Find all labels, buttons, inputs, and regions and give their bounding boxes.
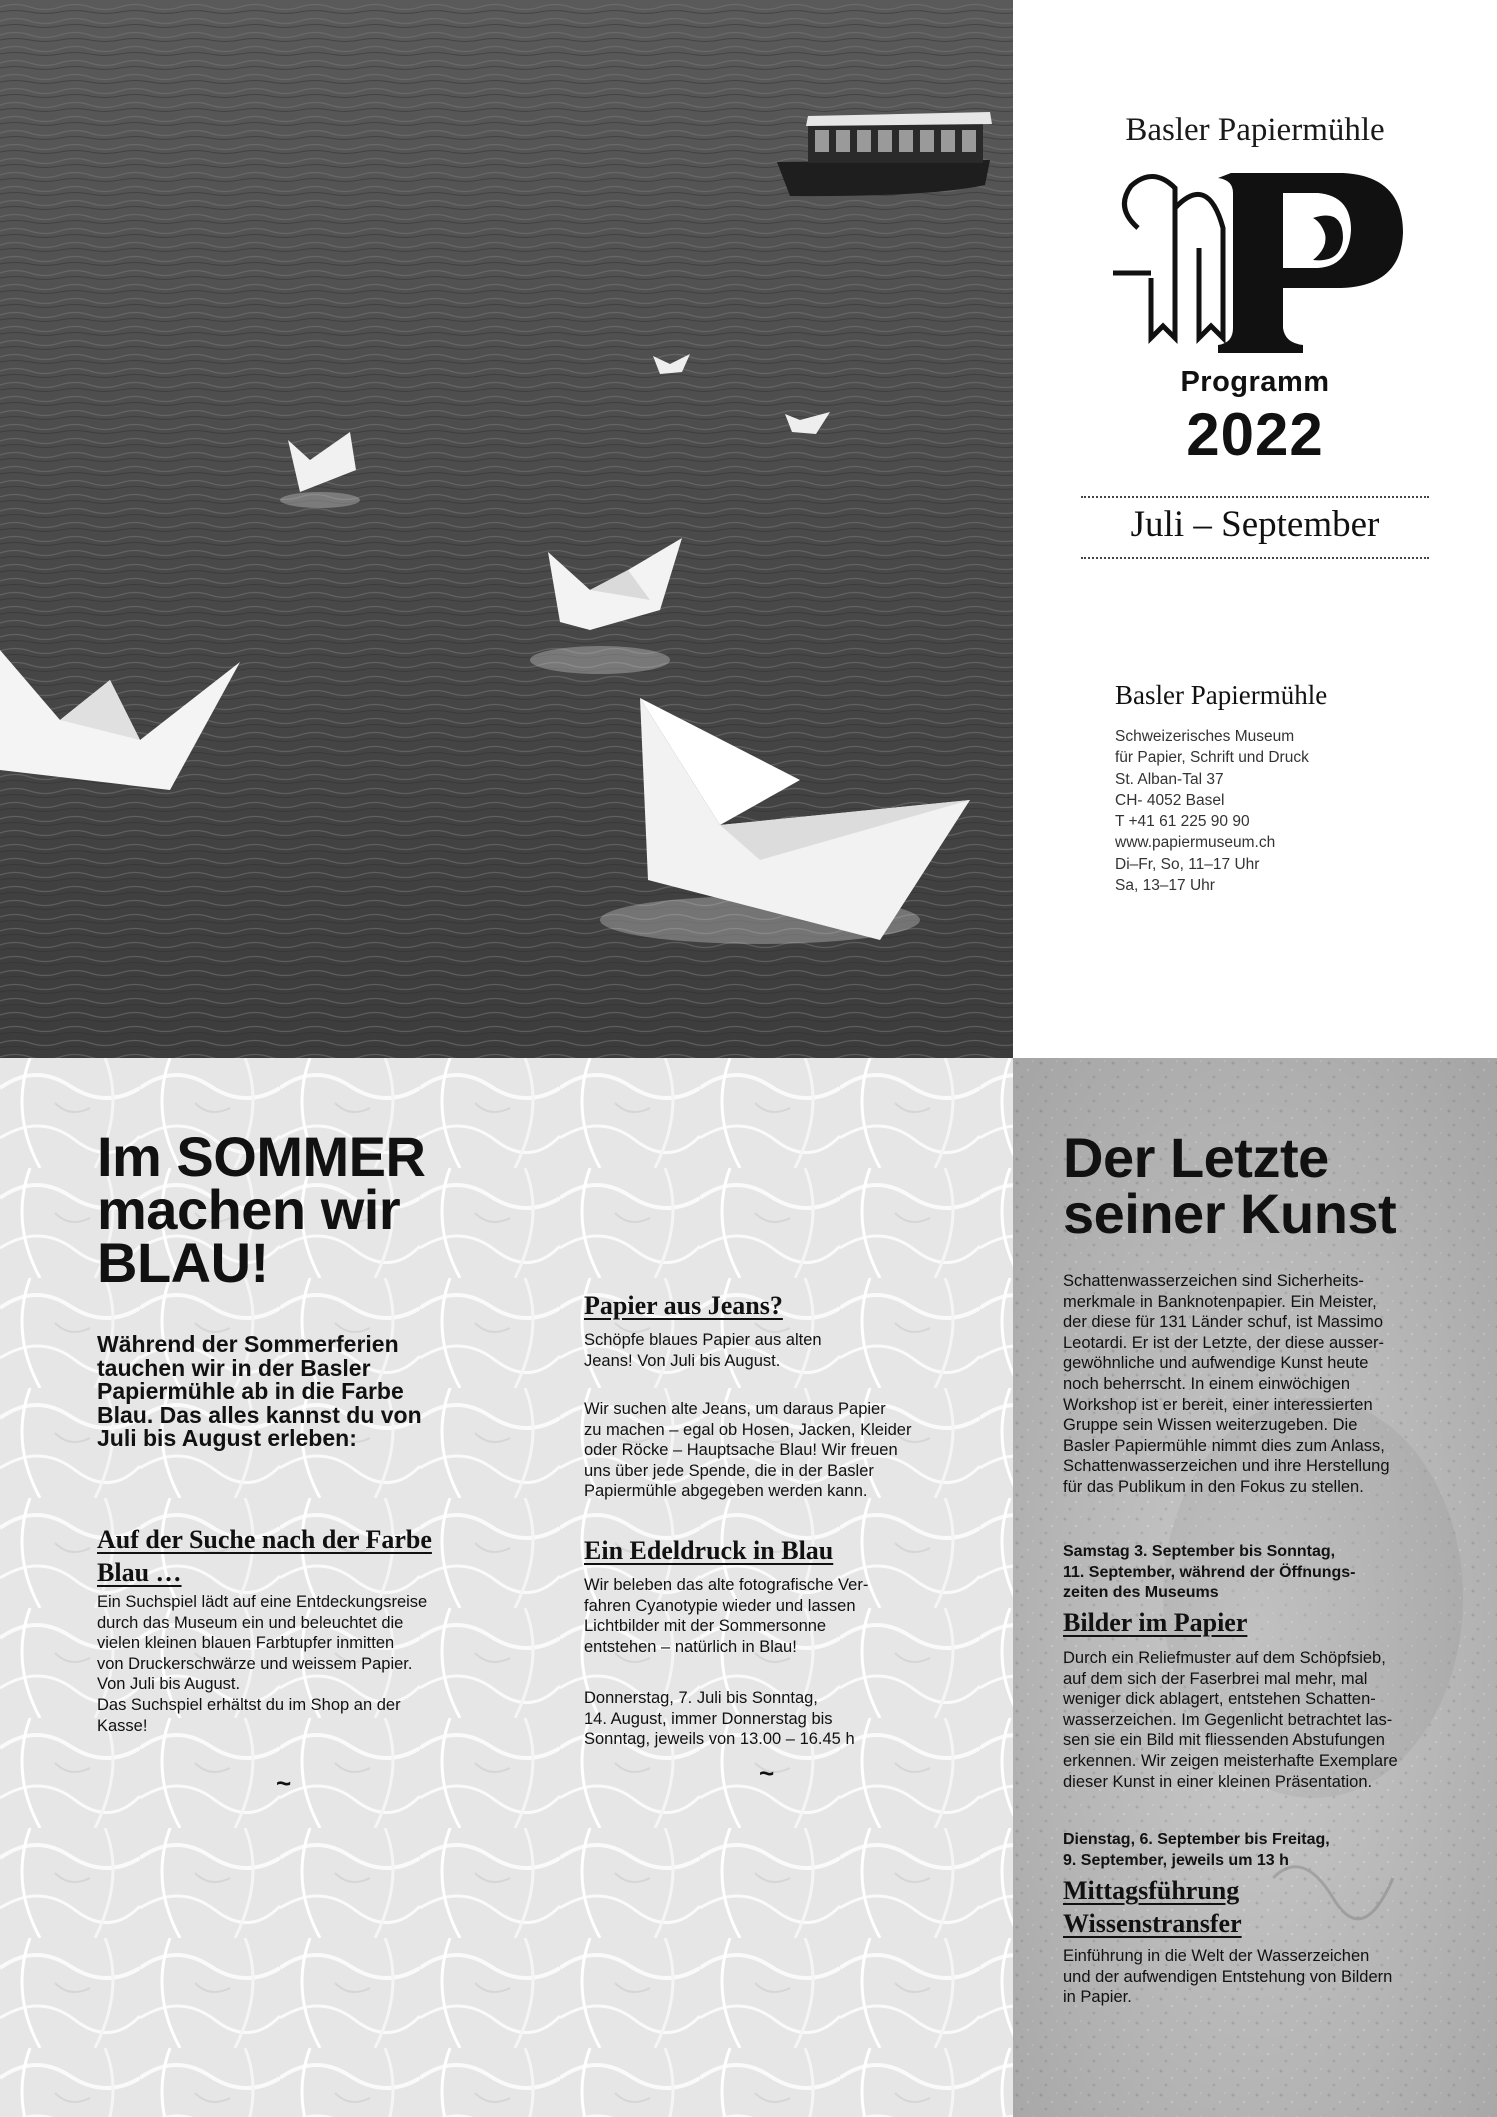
- contact-brand: Basler Papiermühle: [1115, 680, 1328, 710]
- opening-hours: Di–Fr, So, 11–17 Uhr: [1115, 855, 1260, 873]
- cyanotype-title: Ein Edeldruck in Blau: [584, 1536, 834, 1565]
- search-game-title: Auf der Suche nach der Farbe Blau …: [97, 1525, 432, 1587]
- divider-bottom: [1081, 557, 1429, 559]
- jeans-paper-title: Papier aus Jeans?: [584, 1291, 783, 1320]
- event-date: Samstag 3. September bis Sonntag, 11. September, während der Öffnungs- zeiten des Museums: [1063, 1543, 1356, 1601]
- website: www.papiermuseum.ch: [1115, 834, 1276, 852]
- separator-tilde: ~: [759, 1758, 775, 1788]
- program-label: Programm: [1180, 366, 1330, 398]
- brand-name: Basler Papiermühle: [1125, 112, 1385, 148]
- event-title: Bilder im Papier: [1063, 1608, 1248, 1637]
- address-line: für Papier, Schrift und Druck: [1115, 749, 1309, 767]
- contact-address: [1115, 726, 1309, 896]
- season-range: Juli – September: [1130, 504, 1380, 545]
- jeans-paper-text: Schöpfe blaues Papier aus alten Jeans! Von Juli bis August.: [584, 1331, 822, 1370]
- search-game-text: Ein Suchspiel lädt auf eine Entdeckungsreise durch das Museum ein und beleuchtet die vielen kleinen blauen Farbtupfer inmitten von Druckerschwärze und weissem Papier. Von Juli bis August. Das Suchspiel erhältst du im Shop an der Kasse!: [97, 1593, 428, 1735]
- cyanotype-text: Wir beleben das alte fotografische Ver- fahren Cyanotypie wieder und lassen Lichtbilder mit der Sommersonne entstehen – natürlich in Blau!: [584, 1576, 869, 1656]
- separator-tilde: ~: [276, 1768, 292, 1798]
- phone: T +41 61 225 90 90: [1115, 813, 1250, 831]
- opening-hours: Sa, 13–17 Uhr: [1115, 877, 1215, 895]
- event-text: Einführung in die Welt der Wasserzeichen und der aufwendigen Entstehung von Bildern in Papier.: [1063, 1947, 1393, 2007]
- divider-top: [1081, 496, 1429, 498]
- address-line: CH- 4052 Basel: [1115, 791, 1225, 809]
- address-line: St. Alban-Tal 37: [1115, 770, 1224, 788]
- address-line: Schweizerisches Museum: [1115, 728, 1295, 745]
- summer-intro: Während der Sommerferien tauchen wir in der Basler Papiermühle ab in die Farbe Blau. Das alles kannst du von Juli bis August erleben:: [97, 1331, 422, 1451]
- event-text: Durch ein Reliefmuster auf dem Schöpfsieb, auf dem sich der Faserbrei mal mehr, mal weniger dick ablagert, entstehen Schatten- wasserzeichen. Im Gegenlicht betrachtet las- sen sie ein Bild mit fliessenden Abstufungen erkennen. Wir zeigen meisterhafte Exemplare dieser Kunst in einer kleinen Präsentation.: [1063, 1649, 1398, 1791]
- cyanotype-dates: Donnerstag, 7. Juli bis Sonntag, 14. August, immer Donnerstag bis Sonntag, jeweils von 13.00 – 16.45 h: [584, 1689, 855, 1749]
- program-year: 2022: [1186, 401, 1324, 468]
- event-title: Mittagsführung Wissenstransfer: [1063, 1876, 1242, 1938]
- papiermuehle-logo-icon: [1113, 168, 1403, 358]
- event-date: Dienstag, 6. September bis Freitag, 9. September, jeweils um 13 h: [1063, 1831, 1330, 1869]
- jeans-paper-text: Wir suchen alte Jeans, um daraus Papier zu machen – egal ob Hosen, Jacken, Kleider oder Röcke – Hauptsache Blau! Wir freuen uns über jede Spende, die in der Basler Papiermühle abgegeben werden kann.: [584, 1400, 912, 1501]
- letzte-intro: Schattenwasserzeichen sind Sicherheits- merkmale in Banknotenpapier. Ein Meister, der diese für 131 Länder schuf, ist Massimo Leotardi. Er ist der Letzte, der diese ausser- gewöhnliche und aufwendige Kunst heute noch beherrscht. In einem einwöchigen Workshop ist er bereit, einer interessierten Gruppe sein Wissen weiterzugeben. Die Basler Papiermühle nimmt dies zum Anlass, Schattenwasserzeichen und ihre Herstellung für das Publikum in den Fokus zu stellen.: [1063, 1272, 1390, 1496]
- summer-headline: Im SOMMER machen wir BLAU!: [97, 1125, 426, 1294]
- ferry-boat: [777, 112, 992, 196]
- letzte-headline: Der Letzte seiner Kunst: [1063, 1126, 1397, 1245]
- title-panel: [1013, 0, 1497, 1058]
- cover-photo-paper-boats: [0, 0, 1013, 1058]
